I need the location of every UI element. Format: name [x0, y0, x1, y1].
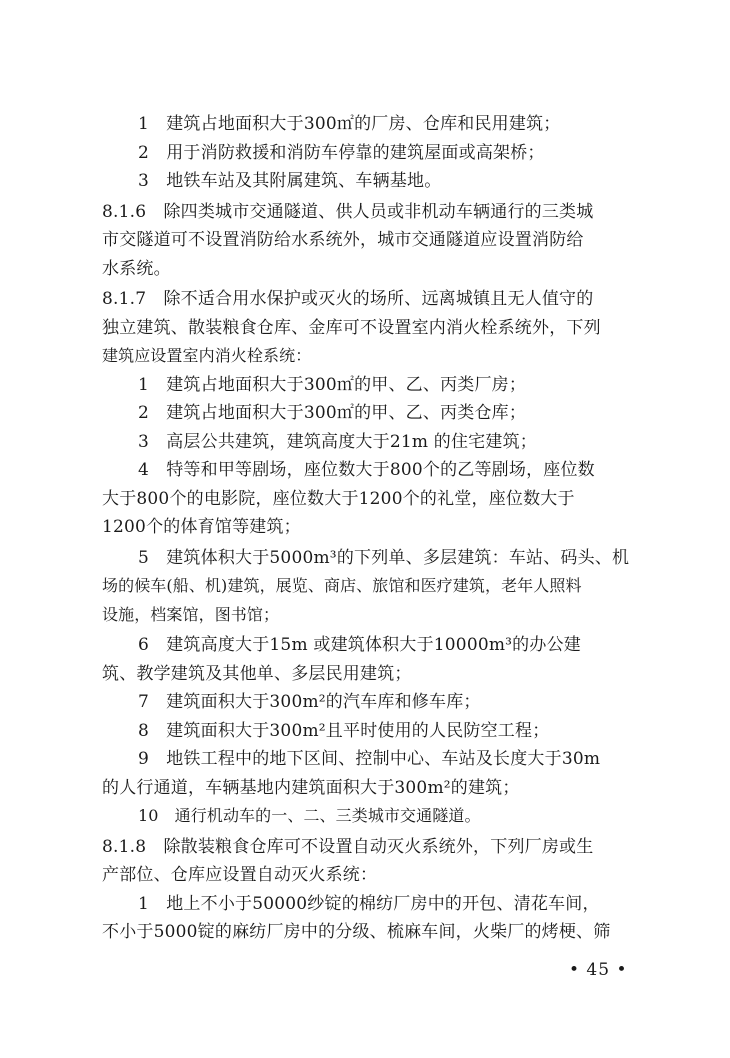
text-line: 3 地铁车站及其附属建筑、车辆基地。	[138, 171, 442, 191]
clause-heading-8-1-7: 8.1.7 除不适合用水保护或灭火的场所、远离城镇且无人值守的	[102, 289, 594, 309]
text-line: 1 建筑占地面积大于300㎡的甲、乙、丙类厂房；	[138, 374, 527, 395]
text-line: 2 建筑占地面积大于300㎡的甲、乙、丙类仓库；	[138, 403, 527, 423]
text-line: 设施，档案馆，图书馆；	[102, 604, 280, 624]
text-line: 1200个的体育馆等建筑；	[102, 517, 301, 537]
text-line: 2 用于消防救援和消防车停靠的建筑屋面或高架桥；	[138, 142, 545, 163]
text-line: 大于800个的电影院，座位数大于1200个的礼堂，座位数大于	[102, 488, 575, 509]
text-line: 建筑应设置室内消火栓系统：	[102, 346, 312, 365]
text-line: 9 地铁工程中的地下区间、控制中心、车站及长度大于30m	[138, 749, 601, 769]
text-line: 6 建筑高度大于15m 或建筑体积大于10000m³的办公建	[138, 635, 581, 655]
text-line: 的人行通道，车辆基地内建筑面积大于300m²的建筑；	[102, 777, 520, 798]
text-line: 7 建筑面积大于300m²的汽车库和修车库；	[138, 692, 481, 712]
text-line: 1 地上不小于50000纱锭的棉纺厂房中的开包、清花车间，	[138, 893, 600, 914]
text-line: 5 建筑体积大于5000m³的下列单、多层建筑：车站、码头、机	[138, 547, 630, 568]
clause-heading-8-1-6: 8.1.6 除四类城市交通隧道、供人员或非机动车辆通行的三类城	[102, 201, 594, 222]
text-line: 不小于5000锭的麻纺厂房中的分级、梳麻车间，火柴厂的烤梗、筛	[102, 922, 611, 942]
text-line: 3 高层公共建筑，建筑高度大于21m 的住宅建筑；	[138, 431, 537, 452]
text-line: 筑、教学建筑及其他单、多层民用建筑；	[102, 663, 412, 684]
document-body	[102, 110, 642, 947]
text-line: 1 建筑占地面积大于300㎡的厂房、仓库和民用建筑；	[138, 114, 561, 134]
clause-heading-8-1-8: 8.1.8 除散装粮食仓库可不设置自动灭火系统外，下列厂房或生	[102, 836, 594, 857]
text-line: 市交隧道可不设置消防给水系统外，城市交通隧道应设置消防给	[102, 230, 584, 250]
text-line: 4 特等和甲等剧场，座位数大于800个的乙等剧场，座位数	[138, 460, 595, 480]
text-line: 场的候车(船、机)建筑，展览、商店、旅馆和医疗建筑，老年人照料	[102, 576, 582, 595]
text-line: 8 建筑面积大于300m²且平时使用的人民防空工程；	[138, 720, 550, 741]
text-line: 独立建筑、散装粮食仓库、金库可不设置室内消火栓系统外，下列	[102, 317, 601, 338]
text-line: 产部位、仓库应设置自动灭火系统：	[102, 865, 378, 885]
text-line: 10 通行机动车的一、二、三类城市交通隧道。	[138, 806, 481, 825]
text-line: 水系统。	[102, 258, 171, 279]
page-number: • 45 •	[569, 960, 628, 980]
